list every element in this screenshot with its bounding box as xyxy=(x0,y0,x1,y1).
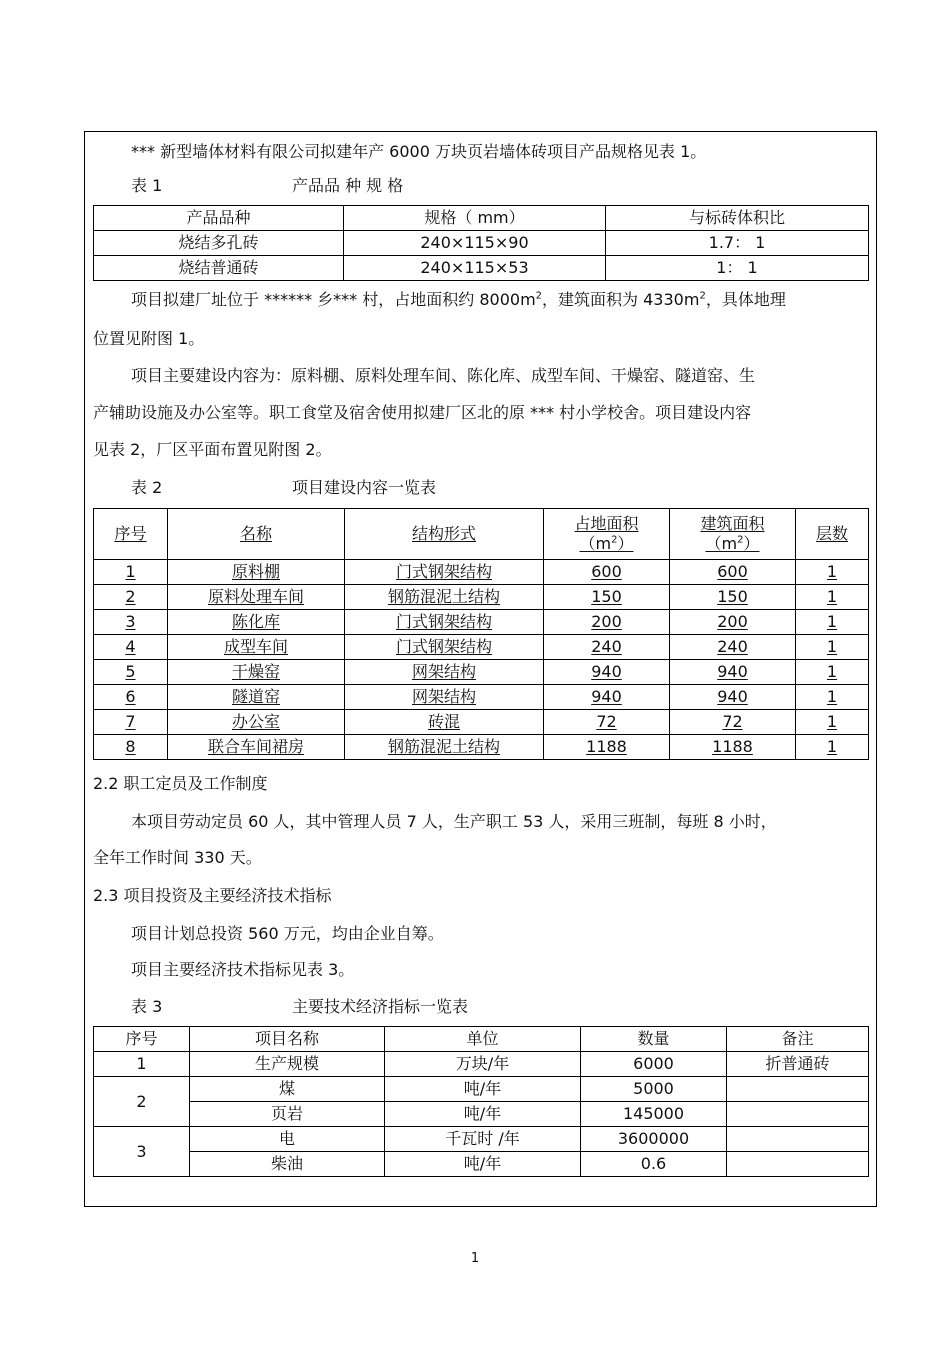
table-cell: 6000 xyxy=(581,1052,727,1077)
header-cell: 备注 xyxy=(727,1027,869,1052)
table-cell: 生产规模 xyxy=(190,1052,385,1077)
table-cell: 72 xyxy=(544,710,670,735)
table-cell: 5 xyxy=(94,660,168,685)
table-cell: 940 xyxy=(544,685,670,710)
header-cell: 产品品种 xyxy=(94,206,344,231)
table-cell: 吨/年 xyxy=(385,1102,581,1127)
table-cell: 电 xyxy=(190,1127,385,1152)
table-cell: 2 xyxy=(94,585,168,610)
table-cell: 成型车间 xyxy=(168,635,345,660)
table-cell: 1 xyxy=(796,685,869,710)
site-text-c: ，具体地理 xyxy=(705,290,786,309)
header-cell: 数量 xyxy=(581,1027,727,1052)
table-cell: 门式钢架结构 xyxy=(345,610,544,635)
table-cell: 烧结普通砖 xyxy=(94,256,344,281)
table-cell: 6 xyxy=(94,685,168,710)
table-cell: 1 xyxy=(796,610,869,635)
table-cell: 1 xyxy=(796,585,869,610)
content-paragraph-line3: 见表 2，厂区平面布置见附图 2。 xyxy=(93,440,332,459)
table-cell: 1 xyxy=(796,710,869,735)
table2-label xyxy=(131,478,162,498)
superscript: 2 xyxy=(737,534,744,546)
table-cell: 3 xyxy=(94,1127,190,1177)
section-2-3-heading: 2.3 项目投资及主要经济技术指标 xyxy=(93,886,332,905)
table-cell: 砖混 xyxy=(345,710,544,735)
superscript: 2 xyxy=(611,534,618,546)
table-cell xyxy=(727,1152,869,1177)
table-cell: 240 xyxy=(544,635,670,660)
table-cell: 200 xyxy=(544,610,670,635)
site-text-b: ，建筑面积为 4330m xyxy=(542,290,700,309)
table-row xyxy=(94,1077,869,1102)
table-row xyxy=(94,735,869,760)
table-cell: 陈化库 xyxy=(168,610,345,635)
table-cell: 240×115×90 xyxy=(344,231,606,256)
table-row xyxy=(94,256,869,281)
content-paragraph-line1: 项目主要建设内容为：原料棚、原料处理车间、陈化库、成型车间、干燥窑、隧道窑、生 xyxy=(131,366,756,385)
table-row xyxy=(94,231,869,256)
table-cell: 4 xyxy=(94,635,168,660)
table2-title: 项目建设内容一览表 xyxy=(292,478,437,497)
table3-label xyxy=(131,997,162,1017)
table1-title: 产品品 种 规 格 xyxy=(292,176,404,195)
header-cell: 单位 xyxy=(385,1027,581,1052)
table-cell: 7 xyxy=(94,710,168,735)
table-cell: 150 xyxy=(670,585,796,610)
table-cell: 3 xyxy=(94,610,168,635)
table-cell: 600 xyxy=(670,560,796,585)
table2-number: 表 2 xyxy=(131,478,163,497)
table-cell: 网架结构 xyxy=(345,660,544,685)
table-cell: 钢筋混泥土结构 xyxy=(345,585,544,610)
construction-content-table xyxy=(93,508,869,760)
unit-suffix: ） xyxy=(617,534,634,553)
table-cell: 72 xyxy=(670,710,796,735)
site-paragraph-line2: 位置见附图 1。 xyxy=(93,329,205,348)
table-cell: 600 xyxy=(544,560,670,585)
table-cell: 千瓦时 /年 xyxy=(385,1127,581,1152)
table-cell: 原料处理车间 xyxy=(168,585,345,610)
table-cell: 1.7： 1 xyxy=(606,231,869,256)
table-row xyxy=(94,660,869,685)
header-text: 建筑面积 xyxy=(700,514,765,533)
table-row xyxy=(94,635,869,660)
superscript: 2 xyxy=(699,290,706,302)
staff-paragraph-line2: 全年工作时间 330 天。 xyxy=(93,848,262,867)
table-cell: 5000 xyxy=(581,1077,727,1102)
product-spec-table xyxy=(93,205,869,281)
table-row xyxy=(94,1152,869,1177)
table-cell xyxy=(727,1077,869,1102)
table-cell: 145000 xyxy=(581,1102,727,1127)
site-text-a: 项目拟建厂址位于 ****** 乡*** 村，占地面积约 8000m xyxy=(131,290,536,309)
unit-text xyxy=(706,534,760,553)
table-cell: 200 xyxy=(670,610,796,635)
header-cell: 序号 xyxy=(94,1027,190,1052)
table-header-row xyxy=(94,1027,869,1052)
table-cell xyxy=(727,1102,869,1127)
table-cell: 吨/年 xyxy=(385,1152,581,1177)
table-cell: 联合车间裙房 xyxy=(168,735,345,760)
table-cell: 240 xyxy=(670,635,796,660)
content-paragraph-line2: 产辅助设施及办公室等。职工食堂及宿舍使用拟建厂区北的原 *** 村小学校舍。项目建设内容 xyxy=(93,403,752,422)
table-cell: 1 xyxy=(796,635,869,660)
table-cell: 0.6 xyxy=(581,1152,727,1177)
header-cell: 序号 xyxy=(94,509,168,560)
table-cell: 8 xyxy=(94,735,168,760)
table-cell: 页岩 xyxy=(190,1102,385,1127)
table-cell: 240×115×53 xyxy=(344,256,606,281)
table-row xyxy=(94,610,869,635)
invest-paragraph-line1: 项目计划总投资 560 万元，均由企业自筹。 xyxy=(131,924,444,943)
header-cell xyxy=(544,509,670,560)
table-cell: 隧道窑 xyxy=(168,685,345,710)
page-number: 1 xyxy=(470,1251,480,1266)
superscript: 2 xyxy=(535,290,543,302)
table-cell: 3600000 xyxy=(581,1127,727,1152)
table-cell: 煤 xyxy=(190,1077,385,1102)
table-header-row xyxy=(94,206,869,231)
table-cell: 钢筋混泥土结构 xyxy=(345,735,544,760)
table-row xyxy=(94,560,869,585)
table-cell: 办公室 xyxy=(168,710,345,735)
table-header-row xyxy=(94,509,869,560)
intro-text: *** 新型墙体材料有限公司拟建年产 6000 万块页岩墙体砖项目产品规格见表 1。 xyxy=(131,142,707,161)
header-cell: 层数 xyxy=(796,509,869,560)
table-row xyxy=(94,1127,869,1152)
table-cell: 烧结多孔砖 xyxy=(94,231,344,256)
unit-suffix: ） xyxy=(743,534,760,553)
table-row xyxy=(94,585,869,610)
header-cell: 与标砖体积比 xyxy=(606,206,869,231)
table-cell: 门式钢架结构 xyxy=(345,635,544,660)
economic-indicators-table xyxy=(93,1026,869,1177)
table-cell: 1 xyxy=(796,660,869,685)
header-cell xyxy=(670,509,796,560)
table-cell: 1 xyxy=(796,560,869,585)
table-cell: 1 xyxy=(94,1052,190,1077)
table-cell: 折普通砖 xyxy=(727,1052,869,1077)
unit-prefix: （m xyxy=(579,534,612,553)
table-cell: 吨/年 xyxy=(385,1077,581,1102)
table-row xyxy=(94,1052,869,1077)
table-cell: 干燥窑 xyxy=(168,660,345,685)
header-cell: 名称 xyxy=(168,509,345,560)
table-cell: 万块/年 xyxy=(385,1052,581,1077)
table-cell: 原料棚 xyxy=(168,560,345,585)
staff-paragraph-line1: 本项目劳动定员 60 人，其中管理人员 7 人，生产职工 53 人，采用三班制，每班 8 小时， xyxy=(131,812,777,831)
table-cell: 1 xyxy=(94,560,168,585)
table3-number: 表 3 xyxy=(131,997,163,1016)
table-cell: 网架结构 xyxy=(345,685,544,710)
table-cell: 1 xyxy=(796,735,869,760)
header-cell: 项目名称 xyxy=(190,1027,385,1052)
table-cell: 940 xyxy=(670,660,796,685)
table-cell: 1188 xyxy=(670,735,796,760)
table-cell: 2 xyxy=(94,1077,190,1127)
table-cell: 柴油 xyxy=(190,1152,385,1177)
table-cell: 门式钢架结构 xyxy=(345,560,544,585)
table-cell: 1188 xyxy=(544,735,670,760)
table-row xyxy=(94,685,869,710)
unit-text xyxy=(580,534,634,553)
table-cell: 150 xyxy=(544,585,670,610)
invest-paragraph-line2: 项目主要经济技术指标见表 3。 xyxy=(131,960,355,979)
site-paragraph-line1 xyxy=(131,290,786,310)
table3-title: 主要技术经济指标一览表 xyxy=(292,997,469,1016)
table-cell: 940 xyxy=(544,660,670,685)
header-cell: 结构形式 xyxy=(345,509,544,560)
table-row xyxy=(94,1102,869,1127)
table1-label xyxy=(131,176,162,196)
table-cell: 940 xyxy=(670,685,796,710)
section-2-2-heading: 2.2 职工定员及工作制度 xyxy=(93,774,268,793)
unit-prefix: （m xyxy=(705,534,738,553)
table-cell xyxy=(727,1127,869,1152)
header-text: 占地面积 xyxy=(574,514,639,533)
table-cell: 1： 1 xyxy=(606,256,869,281)
header-cell: 规格（ mm） xyxy=(344,206,606,231)
table-row xyxy=(94,710,869,735)
table1-number: 表 1 xyxy=(131,176,163,195)
